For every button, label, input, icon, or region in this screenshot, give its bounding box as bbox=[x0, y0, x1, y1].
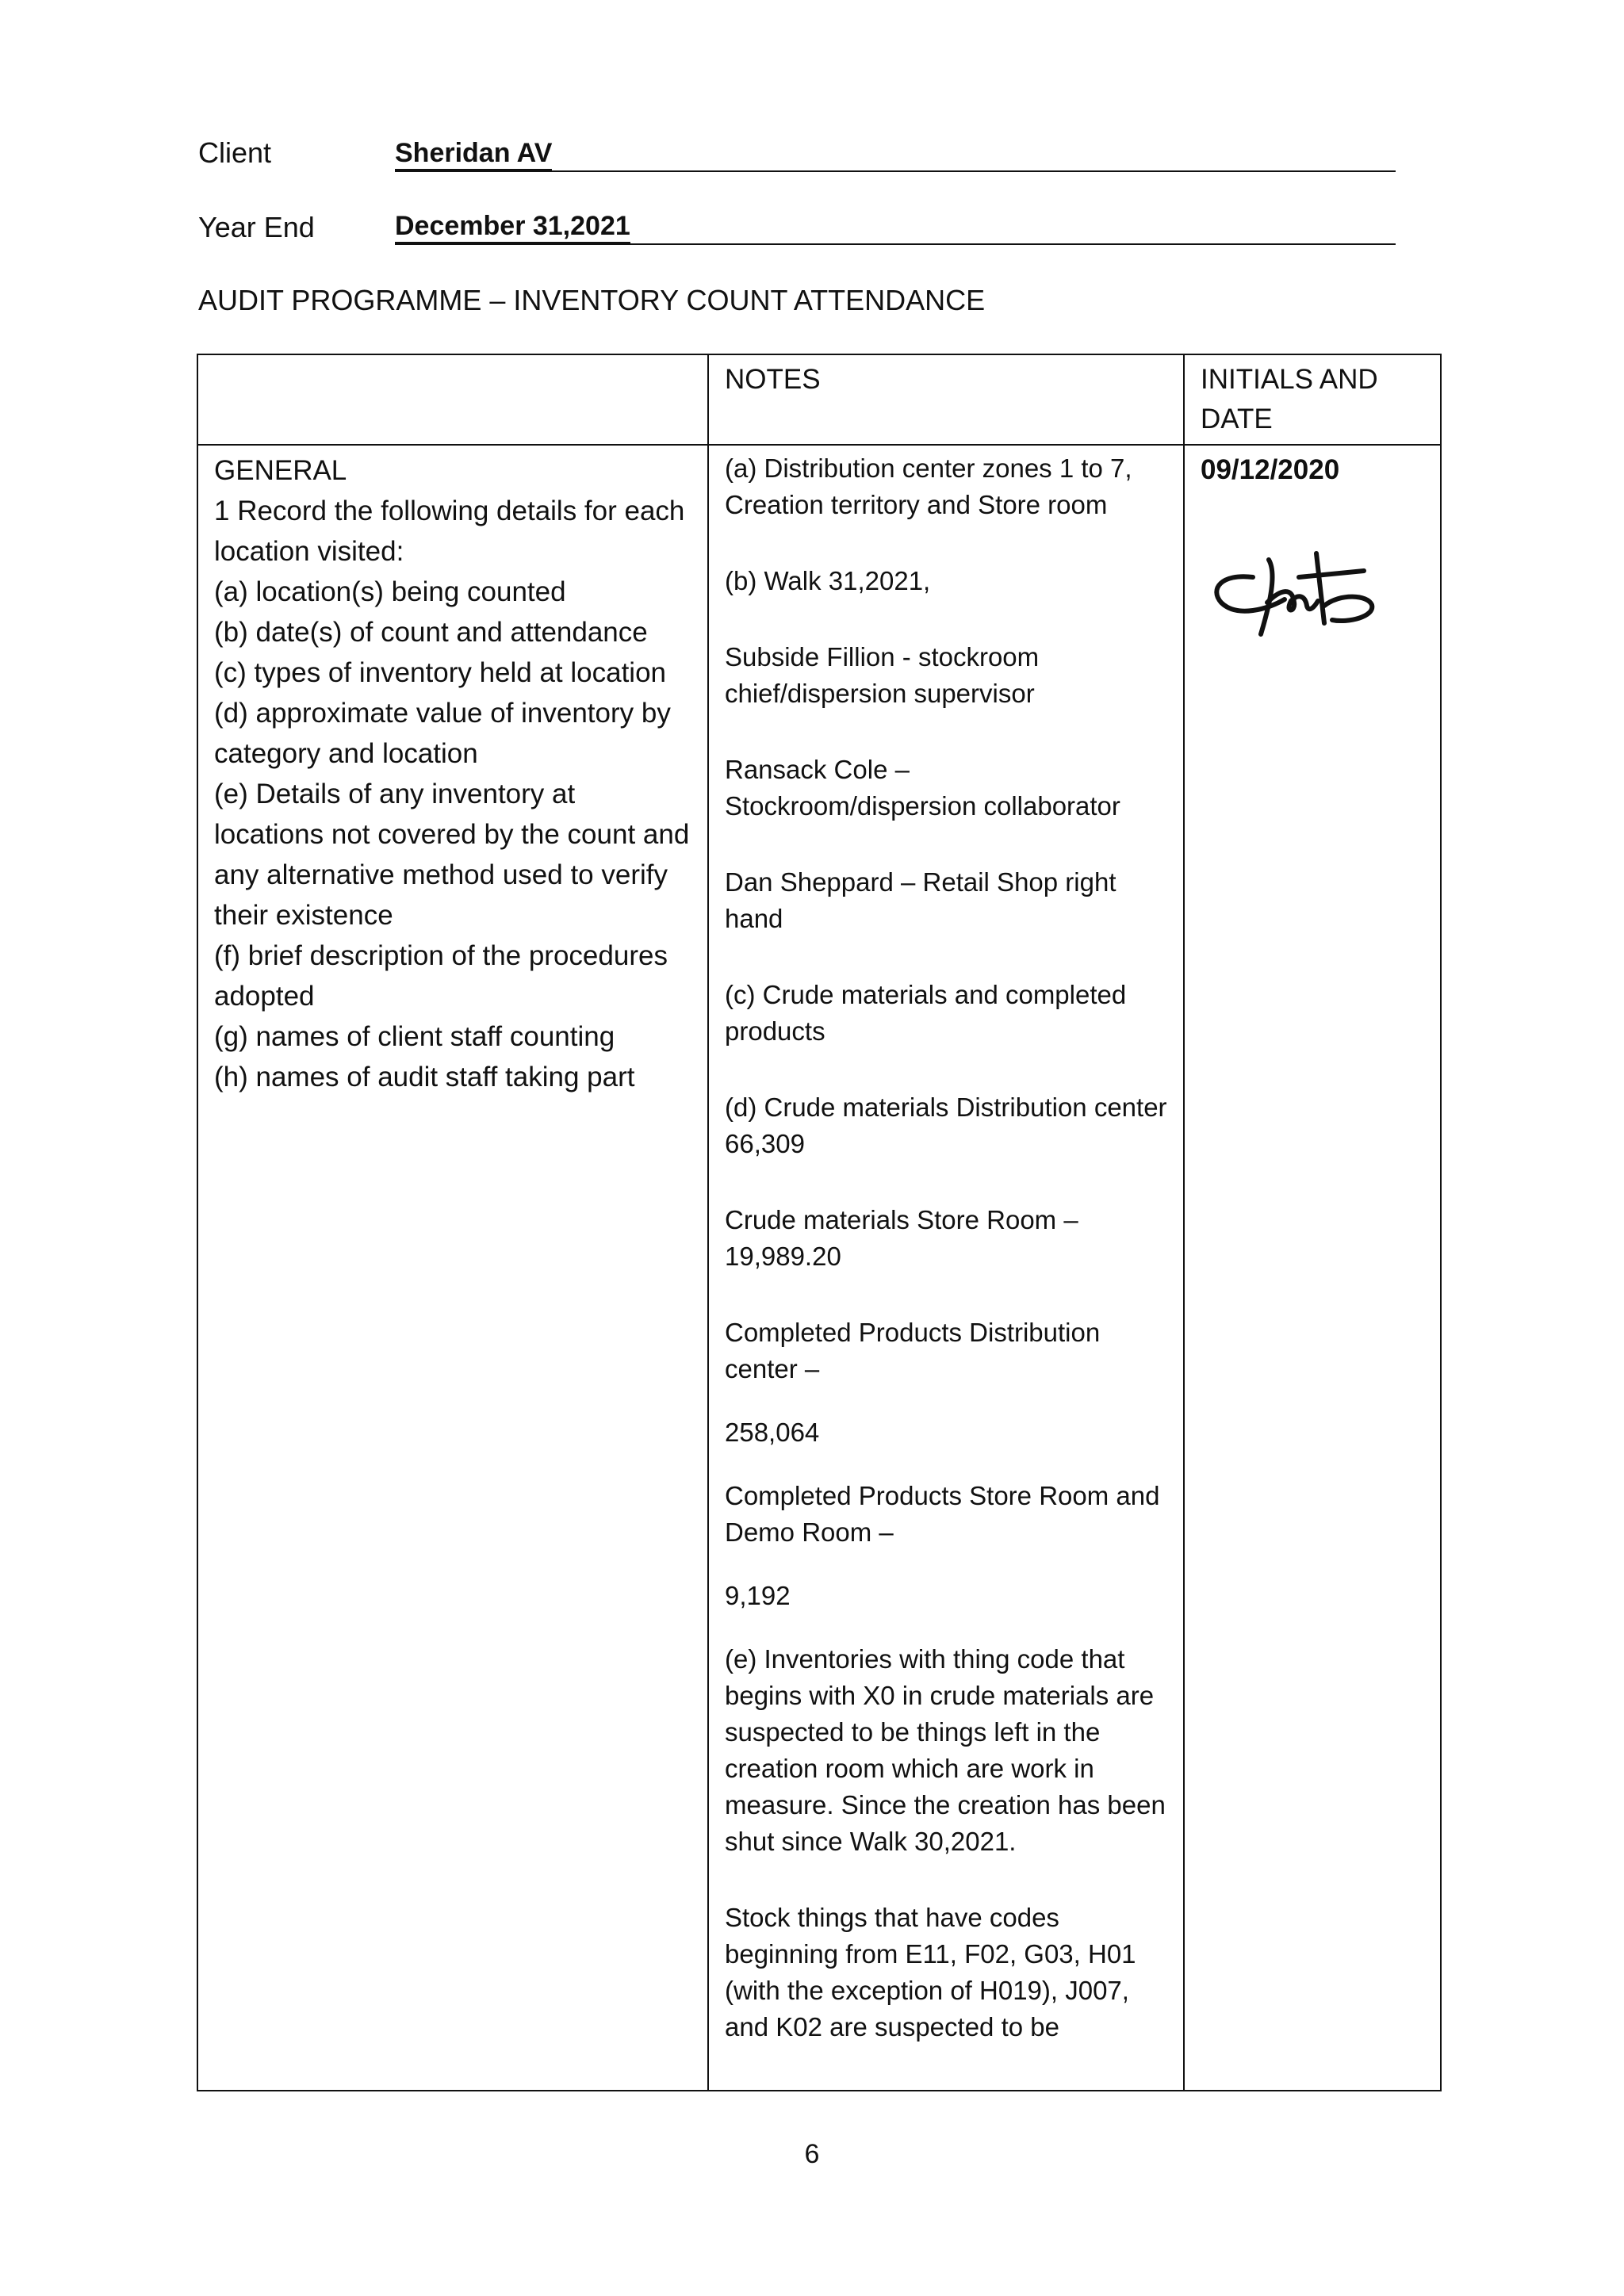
note-paragraph: Completed Products Distribution center – bbox=[725, 1318, 1101, 1383]
year-end-date: December 31,2021 bbox=[395, 211, 630, 244]
header-cell-procedure bbox=[197, 354, 708, 445]
note-paragraph: (b) Walk 31,2021, bbox=[725, 566, 931, 595]
initials-date-cell bbox=[1184, 445, 1441, 2091]
header-cell-notes: NOTES bbox=[708, 354, 1184, 445]
notes-cell bbox=[708, 445, 1184, 2091]
programme-title: AUDIT PROGRAMME – INVENTORY COUNT ATTENDANCE bbox=[198, 284, 986, 316]
general-line: (c) types of inventory held at location bbox=[214, 657, 667, 688]
note-paragraph: Subside Fillion - stockroom chief/dispersion supervisor bbox=[725, 642, 1040, 708]
initials-date: 09/12/2020 bbox=[1201, 454, 1340, 485]
general-line: (g) names of client staff counting bbox=[214, 1021, 615, 1052]
client-name: Sheridan AV bbox=[395, 138, 552, 171]
audit-programme-table bbox=[197, 354, 1442, 2091]
year-end-label: Year End bbox=[198, 211, 315, 243]
note-paragraph: Dan Sheppard – Retail Shop right hand bbox=[725, 867, 1116, 933]
general-line: (e) Details of any inventory at locations not covered by the count and any alternative method used to verify their existence bbox=[214, 779, 690, 931]
general-line: (h) names of audit staff taking part bbox=[214, 1062, 635, 1093]
client-label: Client bbox=[198, 136, 272, 169]
general-line: (b) date(s) of count and attendance bbox=[214, 617, 648, 648]
client-value bbox=[395, 138, 1396, 172]
note-paragraph: (d) Crude materials Distribution center 66,309 bbox=[725, 1093, 1167, 1158]
note-paragraph: (a) Distribution center zones 1 to 7, Creation territory and Store room bbox=[725, 453, 1132, 519]
year-end-value bbox=[395, 211, 1396, 245]
note-paragraph: (e) Inventories with thing code that begins with X0 in crude materials are suspected to be things left in the creation room which are work in measure. Since the creation has been shut since Walk 30,2021. bbox=[725, 1644, 1166, 1856]
general-line: (d) approximate value of inventory by category and location bbox=[214, 698, 671, 769]
general-line: (a) location(s) being counted bbox=[214, 576, 566, 607]
general-line: 1 Record the following details for each location visited: bbox=[214, 496, 685, 567]
note-paragraph: 9,192 bbox=[725, 1581, 791, 1610]
note-paragraph: Stock things that have codes beginning from E11, F02, G03, H01 (with the exception of H019), J007, and K02 are suspected to be bbox=[725, 1903, 1136, 2042]
page-number: 6 bbox=[804, 2139, 820, 2169]
note-paragraph: 258,064 bbox=[725, 1418, 820, 1447]
general-title: GENERAL bbox=[214, 455, 347, 486]
note-paragraph: Completed Products Store Room and Demo Room – bbox=[725, 1481, 1160, 1547]
note-paragraph: Crude materials Store Room – 19,989.20 bbox=[725, 1205, 1078, 1271]
general-procedures-cell bbox=[197, 445, 708, 2091]
table-row bbox=[197, 445, 1441, 2091]
header-cell-initials: INITIALS AND DATE bbox=[1184, 354, 1441, 445]
note-paragraph: (c) Crude materials and completed products bbox=[725, 980, 1127, 1046]
table-header-row bbox=[197, 354, 1441, 445]
note-paragraph: Ransack Cole – Stockroom/dispersion collaborator bbox=[725, 755, 1120, 821]
signature-icon bbox=[1205, 530, 1380, 649]
general-line: (f) brief description of the procedures adopted bbox=[214, 940, 668, 1012]
